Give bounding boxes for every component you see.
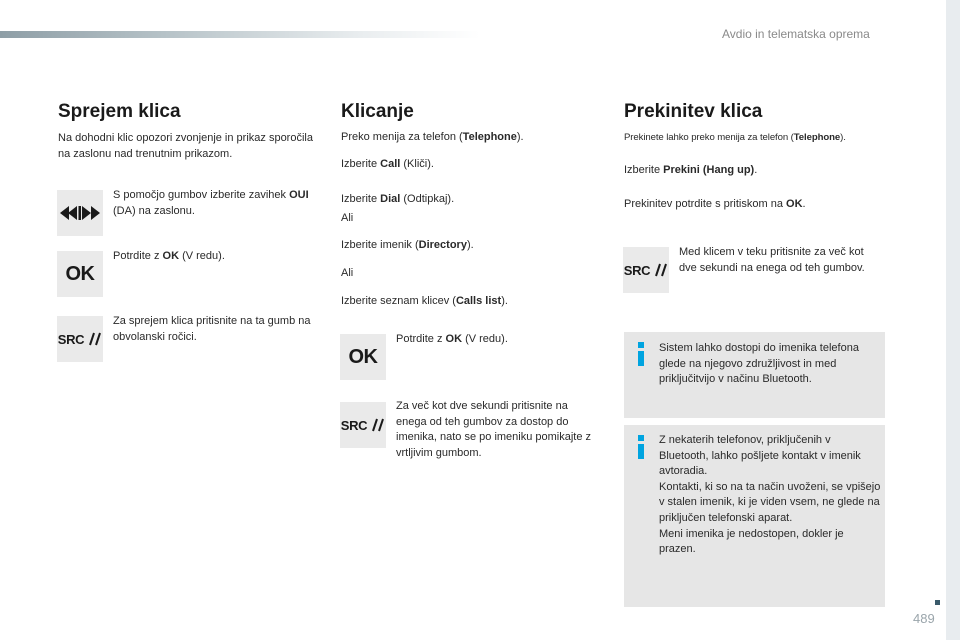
col1-step1-text: S pomočjo gumbov izberite zavihek OUI (DA) na zaslonu. <box>113 189 309 217</box>
info-note-1 <box>624 332 885 418</box>
heading-sprejem-klica: Sprejem klica <box>58 101 181 122</box>
src-icon-label: SRC <box>623 262 651 278</box>
steering-control-icon <box>86 332 102 346</box>
steering-control-icon <box>652 263 668 277</box>
page-number: 489 <box>913 611 935 626</box>
col1-step2-text: Potrdite z OK (V redu). <box>113 250 225 262</box>
ok-icon-label: OK <box>65 262 95 285</box>
src-icon-label: SRC <box>340 417 368 433</box>
steering-control-icon <box>369 418 385 432</box>
col2-line4: Izberite imenik (Directory). <box>341 239 474 251</box>
info-icon <box>638 435 644 459</box>
col2-line3: Izberite Dial (Odtipkaj). <box>341 193 455 205</box>
heading-prekinitev-klica: Prekinitev klica <box>624 101 763 122</box>
info-note-1-text: Sistem lahko dostopi do imenika telefona glede na njegovo združljivost in med priključitvijo v načinu Bluetooth. <box>659 342 859 386</box>
col2-step-ok-text: Potrdite z OK (V redu). <box>396 333 508 345</box>
src-icon-label: SRC <box>57 331 85 347</box>
header-accent-bar <box>0 31 480 38</box>
ok-icon-label: OK <box>348 345 378 368</box>
col2-step-src-text: Za več kot dve sekundi pritisnite na enega od teh gumbov za dostop do imenika, nato se po imeniku pomikajte z vrtljivim gumbom. <box>396 400 592 459</box>
col3-step-src-text: Med klicem v teku pritisnite za več kot dve sekundi na enega od teh gumbov. <box>679 246 865 274</box>
page-marker <box>935 600 940 605</box>
col2-line1: Preko menija za telefon (Telephone). <box>341 131 524 143</box>
info-note-2 <box>624 425 885 607</box>
col2-ali1: Ali <box>341 212 354 224</box>
col3-line1: Prekinete lahko preko menija za telefon (Telephone). <box>624 132 846 143</box>
info-icon <box>638 342 644 366</box>
seek-buttons-icon <box>57 190 103 236</box>
src-button-icon <box>340 402 386 448</box>
src-button-icon <box>623 247 669 293</box>
ok-button-icon <box>57 251 103 297</box>
col3-line2: Izberite Prekini (Hang up). <box>624 164 758 176</box>
heading-klicanje: Klicanje <box>341 101 414 122</box>
page-edge-strip <box>946 0 960 640</box>
src-button-icon <box>57 316 103 362</box>
section-title: Avdio in telematska oprema <box>722 27 870 41</box>
col2-ali2: Ali <box>341 267 354 279</box>
col3-line3: Prekinitev potrdite s pritiskom na OK. <box>624 198 806 210</box>
info-note-2-text: Z nekaterih telefonov, priključenih v Bluetooth, lahko pošljete kontakt v imenik avtoradia. Kontakti, ki so na ta način uvoženi, se vpišejo v stalen imenik, ki je viden vsem, ne glede na priključen telefonski aparat. Meni imenika je nedostopen, dokler je prazen. <box>659 434 881 556</box>
col2-line2: Izberite Call (Kliči). <box>341 158 434 170</box>
seek-arrows-icon <box>60 206 100 220</box>
col1-step3-text: Za sprejem klica pritisnite na ta gumb na obvolanski ročici. <box>113 315 311 343</box>
col1-intro: Na dohodni klic opozori zvonjenje in prikaz sporočila na zaslonu nad trenutnim prikazom. <box>58 132 313 160</box>
col2-line5: Izberite seznam klicev (Calls list). <box>341 295 508 307</box>
ok-button-icon <box>340 334 386 380</box>
